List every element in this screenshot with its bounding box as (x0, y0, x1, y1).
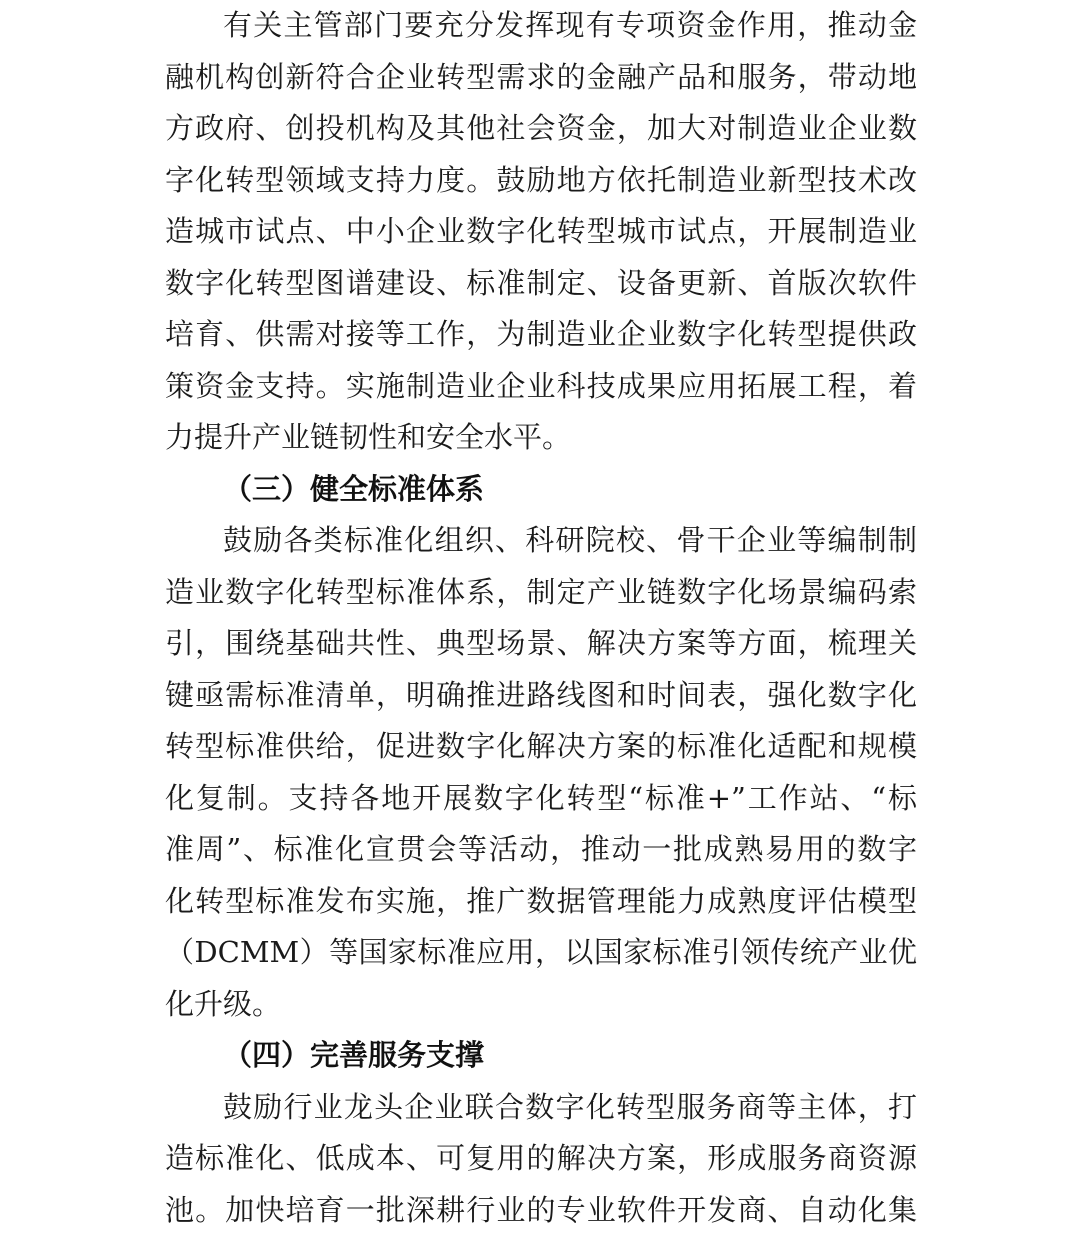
paragraph-line: 数字化转型图谱建设、标准制定、设备更新、首版次软件 (165, 258, 917, 310)
paragraph-line: （DCMM）等国家标准应用，以国家标准引领传统产业优 (165, 927, 917, 979)
paragraph-line: 鼓励各类标准化组织、科研院校、骨干企业等编制制 (165, 515, 917, 567)
paragraph-line: 引，围绕基础共性、典型场景、解决方案等方面，梳理关 (165, 618, 917, 670)
section-heading-services: （四）完善服务支撑 (165, 1030, 917, 1082)
paragraph-line: 键亟需标准清单，明确推进路线图和时间表，强化数字化 (165, 670, 917, 722)
paragraph-line: 造标准化、低成本、可复用的解决方案，形成服务商资源 (165, 1133, 917, 1185)
paragraph-line: 造业数字化转型标准体系，制定产业链数字化场景编码索 (165, 567, 917, 619)
paragraph-line: 有关主管部门要充分发挥现有专项资金作用，推动金 (165, 0, 917, 52)
paragraph-line: 造城市试点、中小企业数字化转型城市试点，开展制造业 (165, 206, 917, 258)
paragraph-line: 力提升产业链韧性和安全水平。 (165, 412, 917, 464)
paragraph-line: 化复制。支持各地开展数字化转型“标准+”工作站、“标 (165, 773, 917, 825)
paragraph-line: 策资金支持。实施制造业企业科技成果应用拓展工程，着 (165, 361, 917, 413)
paragraph-line: 准周”、标准化宣贯会等活动，推动一批成熟易用的数字 (165, 824, 917, 876)
paragraph-line: 池。加快培育一批深耕行业的专业软件开发商、自动化集 (165, 1185, 917, 1236)
section-heading-standards: （三）健全标准体系 (165, 464, 917, 516)
paragraph-line: 化转型标准发布实施，推广数据管理能力成熟度评估模型 (165, 876, 917, 928)
paragraph-standards-system (165, 515, 917, 1030)
paragraph-line: 转型标准供给，促进数字化解决方案的标准化适配和规模 (165, 721, 917, 773)
paragraph-line: 培育、供需对接等工作，为制造业企业数字化转型提供政 (165, 309, 917, 361)
paragraph-line: 方政府、创投机构及其他社会资金，加大对制造业企业数 (165, 103, 917, 155)
paragraph-line: 字化转型领域支持力度。鼓励地方依托制造业新型技术改 (165, 155, 917, 207)
paragraph-line: 化升级。 (165, 979, 917, 1031)
paragraph-line: 融机构创新符合企业转型需求的金融产品和服务，带动地 (165, 52, 917, 104)
paragraph-service-support (165, 1082, 917, 1236)
document-body (165, 0, 917, 1236)
paragraph-line: 鼓励行业龙头企业联合数字化转型服务商等主体，打 (165, 1082, 917, 1134)
paragraph-funding-support (165, 0, 917, 464)
